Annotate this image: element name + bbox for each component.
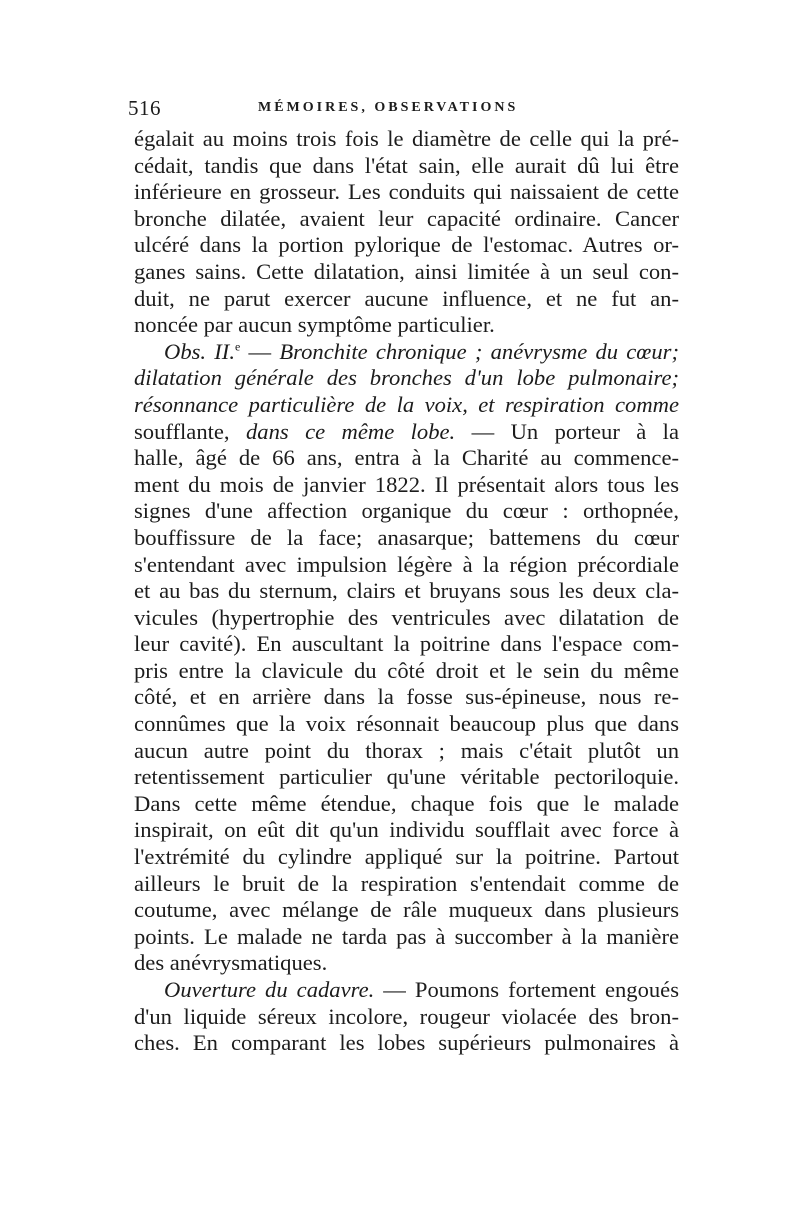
text-line: l'extrémité du cylindre appliqué sur la poitrine. Partout [134, 844, 679, 870]
observation-intro: — Un porteur à la [455, 418, 679, 444]
body-text [134, 126, 679, 1057]
text-line: inférieure en grosseur. Les conduits qui naissaient de cette [134, 179, 679, 205]
text-line: ganes sains. Cette dilatation, ainsi limitée à un seul con- [134, 258, 679, 284]
text-line: égalait au moins trois fois le diamètre de celle qui la pré- [134, 126, 679, 151]
text-line: coutume, avec mélange de râle muqueux dans plusieurs [134, 897, 679, 923]
observation-title: Bronchite chronique ; anévrysme du cœur; [279, 338, 679, 364]
text-line: ment du mois de janvier 1822. Il présentait alors tous les [134, 471, 679, 497]
text-line: d'un liquide séreux incolore, rougeur violacée des bron- [134, 1003, 679, 1029]
observation-title-end: dans ce même lobe. [246, 418, 456, 444]
text-line: pris entre la clavicule du côté droit et le sein du même [134, 657, 679, 683]
text-line: bronche dilatée, avaient leur capacité ordinaire. Cancer [134, 205, 679, 231]
text-line: duit, ne parut exercer aucune influence, et ne fut an- [134, 285, 679, 311]
running-head: MÉMOIRES, OBSERVATIONS [258, 100, 519, 115]
observation-heading-line [134, 339, 679, 366]
text-line: bouffissure de la face; anasarque; battemens du cœur [134, 524, 679, 550]
observation-title-line: dilatation générale des bronches d'un lobe pulmonaire; [134, 365, 679, 391]
text-line: retentissement particulier qu'une véritable pectoriloquie. [134, 764, 679, 790]
observation-title-line [134, 419, 679, 446]
observation-title-line: résonnance particulière de la voix, et respiration comme [134, 391, 679, 417]
text-line: leur cavité). En auscultant la poitrine dans l'espace com- [134, 631, 679, 657]
observation-label: Obs. II. [164, 338, 235, 364]
observation-title-word: soufflante, [134, 418, 230, 444]
text-line: cédait, tandis que dans l'état sain, elle aurait dû lui être [134, 152, 679, 178]
text-line: connûmes que la voix résonnait beaucoup plus que dans [134, 711, 679, 737]
text-line: ailleurs le bruit de la respiration s'entendait comme de [134, 870, 679, 896]
text-line: vicules (hypertrophie des ventricules avec dilatation de [134, 604, 679, 630]
text-line: halle, âgé de 66 ans, entra à la Charité au commence- [134, 445, 679, 471]
observation-dash: — [240, 338, 280, 364]
text-line: points. Le malade ne tarda pas à succomber à la manière [134, 923, 679, 949]
text-line: s'entendant avec impulsion légère à la région précordiale [134, 551, 679, 577]
autopsy-heading-line [134, 977, 679, 1004]
page-header [128, 96, 688, 126]
text-line: noncée par aucun symptôme particulier. [134, 312, 495, 338]
text-line: Dans cette même étendue, chaque fois que le malade [134, 790, 679, 816]
text-line: ches. En comparant les lobes supérieurs pulmonaires à [134, 1030, 679, 1056]
text-line: ulcéré dans la portion pylorique de l'estomac. Autres or- [134, 232, 679, 258]
text-line: signes d'une affection organique du cœur : orthopnée, [134, 498, 679, 524]
observation-superscript: e [234, 339, 241, 354]
text-line: et au bas du sternum, clairs et bruyans sous les deux cla- [134, 578, 679, 604]
autopsy-text: — Poumons fortement engoués [374, 977, 679, 1002]
text-line: des anévrysmatiques. [134, 950, 328, 976]
page-number: 516 [128, 96, 161, 120]
autopsy-label: Ouverture du cadavre. [164, 977, 375, 1002]
text-line: côté, et en arrière dans la fosse sus-épineuse, nous re- [134, 684, 679, 710]
text-line: inspirait, on eût dit qu'un individu soufflait avec force à [134, 817, 679, 843]
text-line: aucun autre point du thorax ; mais c'était plutôt un [134, 737, 679, 763]
